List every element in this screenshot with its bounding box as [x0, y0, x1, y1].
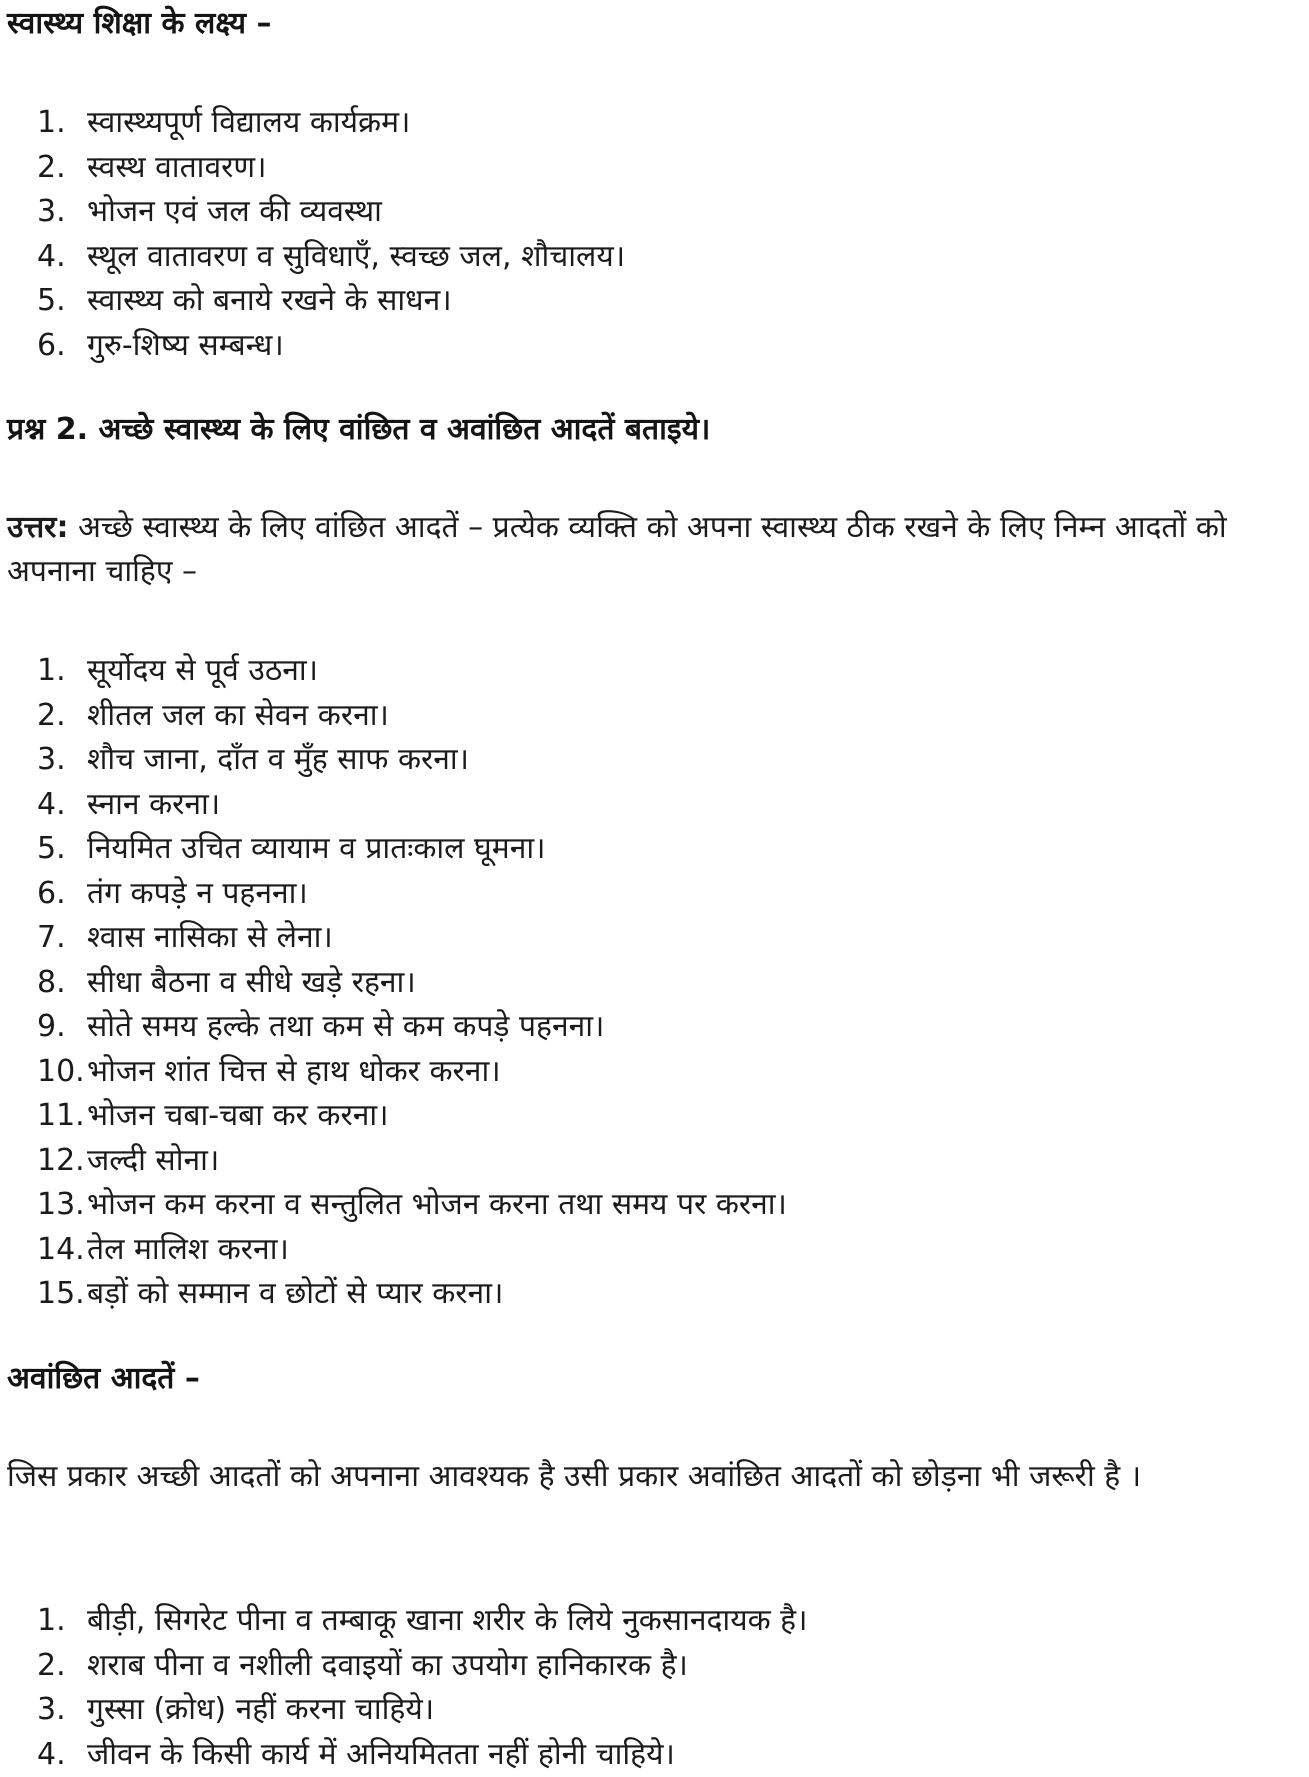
- list-item: [37, 783, 787, 828]
- list-item: [37, 961, 787, 1006]
- item-text: तेल मालिश करना।: [87, 1228, 289, 1273]
- item-text: गुस्सा (क्रोध) नहीं करना चाहिये।: [87, 1688, 434, 1733]
- list-item: [37, 146, 625, 191]
- item-text: शीतल जल का सेवन करना।: [87, 694, 389, 739]
- list-item: [37, 1005, 787, 1050]
- list-item: [37, 1183, 787, 1228]
- undesired-heading: अवांछित आदतें –: [7, 1357, 200, 1401]
- item-text: शौच जाना, दाँत व मुँह साफ करना।: [87, 738, 469, 783]
- list-item: [37, 1228, 787, 1273]
- item-text: स्वस्थ वातावरण।: [87, 146, 266, 191]
- item-text: बीड़ी, सिगरेट पीना व तम्बाकू खाना शरीर के लिये नुकसानदायक है।: [87, 1599, 807, 1644]
- undesired-intro: जिस प्रकार अच्छी आदतों को अपनाना आवश्यक है उसी प्रकार अवांछित आदतों को छोड़ना भी जरूरी है ।: [7, 1455, 1287, 1499]
- item-text: भोजन एवं जल की व्यवस्था: [87, 190, 382, 235]
- item-number: 12.: [37, 1139, 87, 1184]
- undesired-habits-list: [7, 1599, 807, 1777]
- item-text: तंग कपड़े न पहनना।: [87, 872, 308, 917]
- desired-habits-list: [7, 649, 787, 1317]
- item-number: 11.: [37, 1094, 87, 1139]
- list-item: [37, 1599, 807, 1644]
- list-item: [37, 1644, 807, 1689]
- item-number: 3.: [37, 190, 87, 235]
- item-number: 9.: [37, 1005, 87, 1050]
- item-number: 4.: [37, 783, 87, 828]
- list-item: [37, 694, 787, 739]
- item-text: भोजन कम करना व सन्तुलित भोजन करना तथा समय पर करना।: [87, 1183, 787, 1228]
- item-number: 1.: [37, 649, 87, 694]
- item-number: 5.: [37, 827, 87, 872]
- item-text: स्वास्थ्यपूर्ण विद्यालय कार्यक्रम।: [87, 101, 410, 146]
- item-number: 10.: [37, 1050, 87, 1095]
- item-number: 2.: [37, 1644, 87, 1689]
- item-number: 3.: [37, 738, 87, 783]
- list-item: [37, 1094, 787, 1139]
- item-number: 4.: [37, 1733, 87, 1777]
- goals-list: [7, 101, 625, 368]
- list-item: [37, 872, 787, 917]
- item-text: स्थूल वातावरण व सुविधाएँ, स्वच्छ जल, शौचालय।: [87, 235, 625, 280]
- list-item: [37, 101, 625, 146]
- item-number: 13.: [37, 1183, 87, 1228]
- item-text: भोजन चबा-चबा कर करना।: [87, 1094, 389, 1139]
- item-number: 6.: [37, 872, 87, 917]
- list-item: [37, 738, 787, 783]
- answer-paragraph: [7, 506, 1287, 594]
- item-text: सीधा बैठना व सीधे खड़े रहना।: [87, 961, 416, 1006]
- item-number: 5.: [37, 279, 87, 324]
- question-heading: प्रश्न 2. अच्छे स्वास्थ्य के लिए वांछित व अवांछित आदतें बताइये।: [7, 408, 710, 452]
- item-text: स्वास्थ्य को बनाये रखने के साधन।: [87, 279, 452, 324]
- answer-label: उत्तर:: [7, 510, 68, 545]
- item-number: 2.: [37, 146, 87, 191]
- list-item: [37, 1050, 787, 1095]
- item-text: गुरु-शिष्य सम्बन्ध।: [87, 324, 284, 369]
- answer-text: अच्छे स्वास्थ्य के लिए वांछित आदतें – प्रत्येक व्यक्ति को अपना स्वास्थ्य ठीक रखने के लिए निम्न आदतों को अपनाना चाहिए –: [7, 510, 1227, 589]
- list-item: [37, 827, 787, 872]
- list-item: [37, 324, 625, 369]
- item-text: जल्दी सोना।: [87, 1139, 219, 1184]
- item-number: 14.: [37, 1228, 87, 1273]
- list-item: [37, 235, 625, 280]
- item-text: बड़ों को सम्मान व छोटों से प्यार करना।: [87, 1272, 503, 1317]
- item-text: भोजन शांत चित्त से हाथ धोकर करना।: [87, 1050, 501, 1095]
- item-number: 1.: [37, 1599, 87, 1644]
- item-number: 6.: [37, 324, 87, 369]
- item-number: 7.: [37, 916, 87, 961]
- list-item: [37, 1733, 807, 1777]
- item-text: स्नान करना।: [87, 783, 220, 828]
- list-item: [37, 1688, 807, 1733]
- item-number: 8.: [37, 961, 87, 1006]
- list-item: [37, 916, 787, 961]
- list-item: [37, 190, 625, 235]
- goals-heading: स्वास्थ्य शिक्षा के लक्ष्य –: [7, 2, 272, 46]
- item-text: श्वास नासिका से लेना।: [87, 916, 333, 961]
- item-text: नियमित उचित व्यायाम व प्रातःकाल घूमना।: [87, 827, 546, 872]
- list-item: [37, 649, 787, 694]
- item-number: 4.: [37, 235, 87, 280]
- item-number: 1.: [37, 101, 87, 146]
- item-text: सोते समय हल्के तथा कम से कम कपड़े पहनना।: [87, 1005, 604, 1050]
- item-number: 3.: [37, 1688, 87, 1733]
- item-text: जीवन के किसी कार्य में अनियमितता नहीं होनी चाहिये।: [87, 1733, 675, 1777]
- item-text: शराब पीना व नशीली दवाइयों का उपयोग हानिकारक है।: [87, 1644, 688, 1689]
- list-item: [37, 1139, 787, 1184]
- item-number: 15.: [37, 1272, 87, 1317]
- item-number: 2.: [37, 694, 87, 739]
- item-text: सूर्योदय से पूर्व उठना।: [87, 649, 318, 694]
- list-item: [37, 279, 625, 324]
- list-item: [37, 1272, 787, 1317]
